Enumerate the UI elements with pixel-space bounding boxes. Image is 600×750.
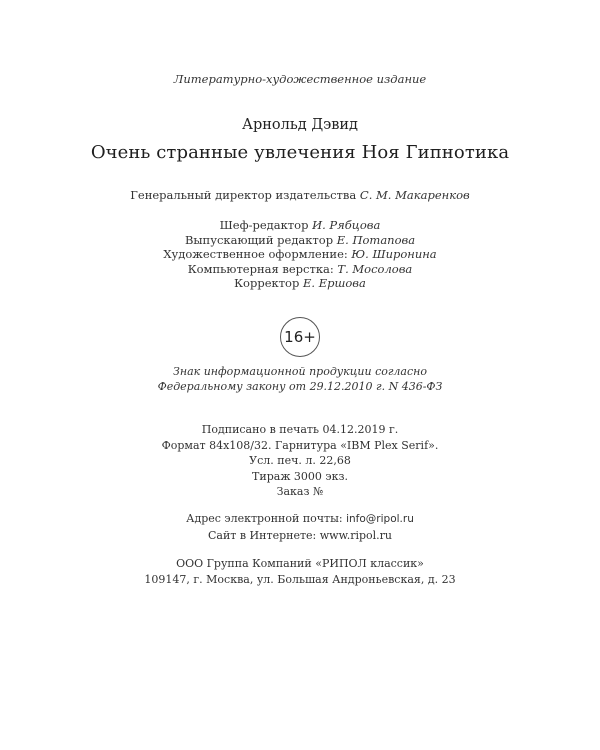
staff-row-chief-editor xyxy=(0,218,600,233)
age-rating-badge: 16+ xyxy=(280,317,320,357)
publisher-address: 109147, г. Москва, ул. Большая Андроньевская, д. 23 xyxy=(144,572,456,586)
email-link[interactable]: info@ripol.ru xyxy=(346,513,414,525)
print-order: Заказ № xyxy=(276,485,324,498)
author-surname: Дэвид xyxy=(311,117,358,133)
staff-row-proofreader xyxy=(0,276,600,291)
edition-type: Литературно-художественное издание xyxy=(173,72,427,86)
staff-row-art-design xyxy=(0,247,600,262)
author-first-name: Арнольд xyxy=(242,117,307,133)
staff-name: И. Рябцова xyxy=(312,218,381,232)
staff-role: Шеф-редактор xyxy=(219,218,309,232)
staff-name: Е. Ершова xyxy=(303,276,366,291)
staff-name: Е. Потапова xyxy=(336,232,416,247)
website-link[interactable]: www.ripol.ru xyxy=(319,528,393,542)
website-line xyxy=(0,528,600,544)
staff-role: Выпускающий редактор xyxy=(184,232,334,247)
notice-line: Знак информационной продукции согласно xyxy=(172,365,428,378)
print-info xyxy=(0,422,600,500)
contacts xyxy=(0,511,600,543)
print-format: Формат 84x108/32. Гарнитура «IBM Plex Serif». xyxy=(161,438,439,452)
director-line xyxy=(0,188,600,202)
email-label: Адрес электронной почты: xyxy=(186,512,343,525)
staff-list xyxy=(0,218,600,291)
staff-row-managing-editor xyxy=(0,233,600,248)
staff-row-layout xyxy=(0,262,600,277)
email-line xyxy=(0,511,600,528)
staff-name: Т. Мосолова xyxy=(337,261,413,276)
staff-role: Компьютерная верстка: xyxy=(187,261,334,276)
director-label: Генеральный директор издательства xyxy=(130,188,357,202)
publisher-info xyxy=(0,556,600,587)
print-sheets: Усл. печ. л. 22,68 xyxy=(249,454,351,467)
information-product-notice xyxy=(0,364,600,394)
staff-name: Ю. Широнина xyxy=(351,247,437,262)
staff-role: Корректор xyxy=(234,276,300,291)
director-name: С. М. Макаренков xyxy=(359,188,470,202)
author-name xyxy=(0,117,600,133)
print-signed-date: Подписано в печать 04.12.2019 г. xyxy=(201,423,399,436)
staff-role: Художественное оформление: xyxy=(163,247,348,262)
publisher-name: ООО Группа Компаний «РИПОЛ классик» xyxy=(176,557,424,570)
notice-line: Федеральному закону от 29.12.2010 г. N 436-ФЗ xyxy=(157,380,443,393)
website-label: Сайт в Интернете: xyxy=(207,528,317,542)
print-run: Тираж 3000 экз. xyxy=(252,469,348,483)
book-title: Очень странные увлечения Ноя Гипнотика xyxy=(90,142,510,163)
